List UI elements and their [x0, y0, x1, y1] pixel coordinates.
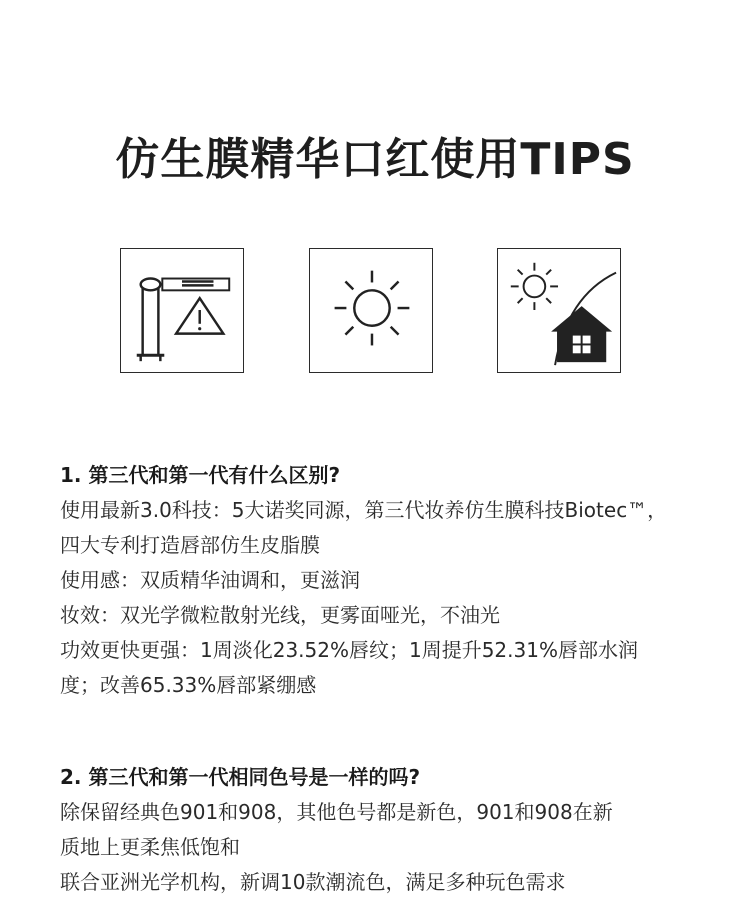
faq-question: 2. 第三代和第一代相同色号是一样的吗? [60, 765, 421, 789]
faq-section-1 [60, 458, 720, 703]
faq-answer-line: 四大专利打造唇部仿生皮脂膜 [60, 533, 320, 557]
faq-section-2 [60, 760, 720, 900]
faq-answer-line: 除保留经典色901和908，其他色号都是新色，901和908在新 [60, 800, 613, 824]
page-title: 仿生膜精华口红使用TIPS [115, 134, 635, 185]
faq-answer-line: 联合亚洲光学机构，新调10款潮流色，满足多种玩色需求 [60, 870, 566, 894]
barrier-warning-icon [121, 249, 243, 372]
faq-answer-line: 使用感：双质精华油调和，更滋润 [60, 568, 360, 592]
icon-tile-sun [309, 248, 433, 373]
icon-tile-sun-house [497, 248, 621, 373]
sun-icon [310, 249, 432, 372]
sun-house-icon [498, 249, 620, 372]
faq-answer-line: 质地上更柔焦低饱和 [60, 835, 240, 859]
faq-answer-line: 使用最新3.0科技：5大诺奖同源，第三代妆养仿生膜科技Biotec™， [60, 498, 668, 522]
faq-question: 1. 第三代和第一代有什么区别? [60, 463, 341, 487]
faq-answer-line: 功效更快更强：1周淡化23.52%唇纹；1周提升52.31%唇部水润 [60, 638, 638, 662]
faq-answer-line: 妆效：双光学微粒散射光线，更雾面哑光，不油光 [60, 603, 500, 627]
icon-tile-barrier-warning [120, 248, 244, 373]
faq-answer-line: 度；改善65.33%唇部紧绷感 [60, 673, 317, 697]
